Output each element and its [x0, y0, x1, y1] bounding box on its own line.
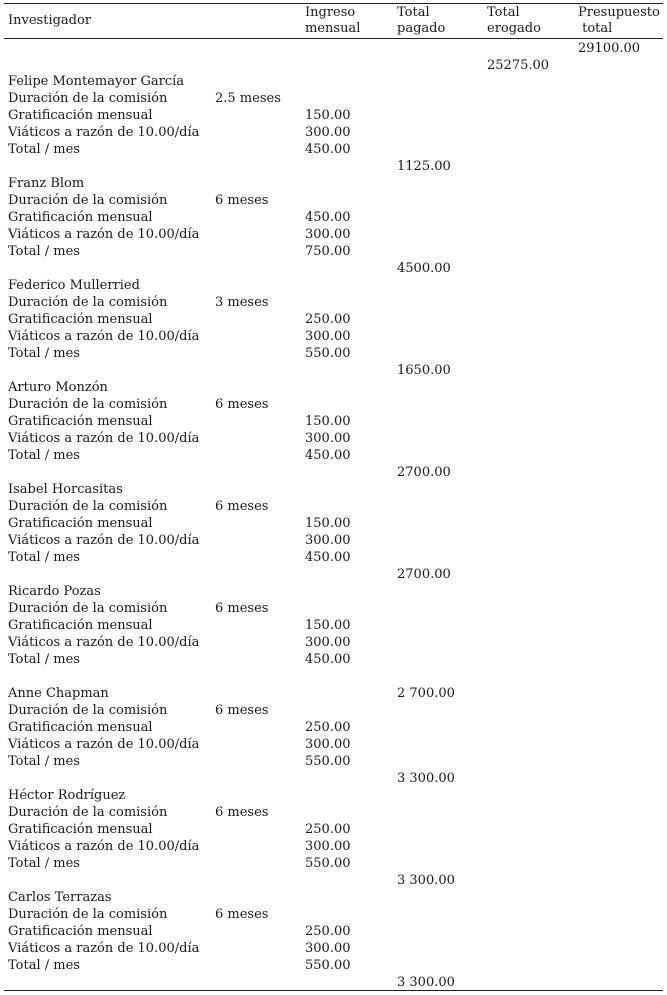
viaticos-value: 300.00 [305, 125, 351, 140]
total-mes-label: Total / mes [8, 142, 80, 157]
total-pagado-value: 2700.00 [397, 567, 451, 582]
viaticos-value: 300.00 [305, 533, 351, 548]
gratificacion-value: 250.00 [305, 312, 351, 327]
viaticos-label: Viáticos a razón de 10.00/día [8, 533, 200, 548]
investigator-name: Ricardo Pozas [8, 584, 101, 599]
duration-label: Duración de la comisión [8, 601, 168, 616]
investigator-name: Federico Mullerried [8, 278, 140, 293]
total-mes-value: 550.00 [305, 346, 351, 361]
total-mes-label: Total / mes [8, 856, 80, 871]
gratificacion-value: 250.00 [305, 720, 351, 735]
duration-value: 3 meses [215, 295, 269, 310]
duration-label: Duración de la comisión [8, 295, 168, 310]
viaticos-label: Viáticos a razón de 10.00/día [8, 329, 200, 344]
total-pagado-value: 3 300.00 [397, 771, 455, 786]
presupuesto-total-value: 29100.00 [578, 41, 641, 56]
header-ingreso-mensual: Ingreso mensual [305, 5, 361, 36]
gratificacion-value: 150.00 [305, 414, 351, 429]
viaticos-value: 300.00 [305, 227, 351, 242]
viaticos-value: 300.00 [305, 329, 351, 344]
header-presupuesto-total: Presupuesto total [578, 5, 660, 36]
total-mes-label: Total / mes [8, 958, 80, 973]
total-mes-label: Total / mes [8, 550, 80, 565]
total-pagado-value: 1125.00 [397, 159, 451, 174]
header-bottom-rule [4, 38, 663, 39]
total-mes-label: Total / mes [8, 448, 80, 463]
duration-label: Duración de la comisión [8, 805, 168, 820]
gratificacion-label: Gratificación mensual [8, 516, 153, 531]
duration-value: 6 meses [215, 601, 269, 616]
investigator-name: Isabel Horcasitas [8, 482, 123, 497]
total-pagado-value: 3 300.00 [397, 975, 455, 990]
total-mes-value: 550.00 [305, 856, 351, 871]
duration-label: Duración de la comisión [8, 703, 168, 718]
viaticos-label: Viáticos a razón de 10.00/día [8, 737, 200, 752]
duration-label: Duración de la comisión [8, 91, 168, 106]
total-mes-value: 550.00 [305, 754, 351, 769]
total-mes-value: 450.00 [305, 142, 351, 157]
gratificacion-label: Gratificación mensual [8, 210, 153, 225]
gratificacion-value: 450.00 [305, 210, 351, 225]
duration-value: 6 meses [215, 907, 269, 922]
total-pagado-value: 2700.00 [397, 465, 451, 480]
duration-label: Duración de la comisión [8, 499, 168, 514]
total-pagado-value: 2 700.00 [397, 686, 455, 701]
total-mes-value: 450.00 [305, 550, 351, 565]
total-mes-value: 450.00 [305, 652, 351, 667]
gratificacion-value: 250.00 [305, 924, 351, 939]
total-pagado-value: 3 300.00 [397, 873, 455, 888]
viaticos-label: Viáticos a razón de 10.00/día [8, 227, 200, 242]
duration-value: 6 meses [215, 397, 269, 412]
investigator-name: Héctor Rodríguez [8, 788, 126, 803]
table-top-rule [4, 3, 663, 4]
viaticos-label: Viáticos a razón de 10.00/día [8, 635, 200, 650]
duration-label: Duración de la comisión [8, 193, 168, 208]
duration-value: 2.5 meses [215, 91, 281, 106]
gratificacion-label: Gratificación mensual [8, 924, 153, 939]
viaticos-value: 300.00 [305, 635, 351, 650]
total-mes-value: 450.00 [305, 448, 351, 463]
viaticos-value: 300.00 [305, 431, 351, 446]
duration-value: 6 meses [215, 499, 269, 514]
duration-label: Duración de la comisión [8, 907, 168, 922]
gratificacion-label: Gratificación mensual [8, 108, 153, 123]
duration-value: 6 meses [215, 805, 269, 820]
duration-value: 6 meses [215, 193, 269, 208]
total-mes-label: Total / mes [8, 652, 80, 667]
duration-label: Duración de la comisión [8, 397, 168, 412]
viaticos-value: 300.00 [305, 839, 351, 854]
viaticos-label: Viáticos a razón de 10.00/día [8, 839, 200, 854]
gratificacion-label: Gratificación mensual [8, 720, 153, 735]
total-mes-label: Total / mes [8, 346, 80, 361]
total-mes-value: 750.00 [305, 244, 351, 259]
gratificacion-value: 150.00 [305, 108, 351, 123]
gratificacion-value: 150.00 [305, 618, 351, 633]
table-bottom-rule [4, 990, 663, 991]
header-investigador: Investigador [8, 13, 92, 28]
total-mes-value: 550.00 [305, 958, 351, 973]
viaticos-value: 300.00 [305, 737, 351, 752]
total-mes-label: Total / mes [8, 754, 80, 769]
total-pagado-value: 1650.00 [397, 363, 451, 378]
investigator-name: Carlos Terrazas [8, 890, 112, 905]
total-pagado-value: 4500.00 [397, 261, 451, 276]
viaticos-label: Viáticos a razón de 10.00/día [8, 431, 200, 446]
duration-value: 6 meses [215, 703, 269, 718]
header-total-erogado: Total erogado [487, 5, 541, 36]
gratificacion-value: 150.00 [305, 516, 351, 531]
gratificacion-value: 250.00 [305, 822, 351, 837]
viaticos-label: Viáticos a razón de 10.00/día [8, 125, 200, 140]
investigator-name: Anne Chapman [8, 686, 109, 701]
total-mes-label: Total / mes [8, 244, 80, 259]
gratificacion-label: Gratificación mensual [8, 414, 153, 429]
viaticos-label: Viáticos a razón de 10.00/día [8, 941, 200, 956]
gratificacion-label: Gratificación mensual [8, 618, 153, 633]
viaticos-value: 300.00 [305, 941, 351, 956]
total-erogado-value: 25275.00 [487, 58, 550, 73]
header-total-pagado: Total pagado [397, 5, 446, 36]
gratificacion-label: Gratificación mensual [8, 822, 153, 837]
investigator-name: Felipe Montemayor García [8, 74, 185, 89]
investigator-name: Franz Blom [8, 176, 85, 191]
investigator-name: Arturo Monzón [8, 380, 108, 395]
gratificacion-label: Gratificación mensual [8, 312, 153, 327]
